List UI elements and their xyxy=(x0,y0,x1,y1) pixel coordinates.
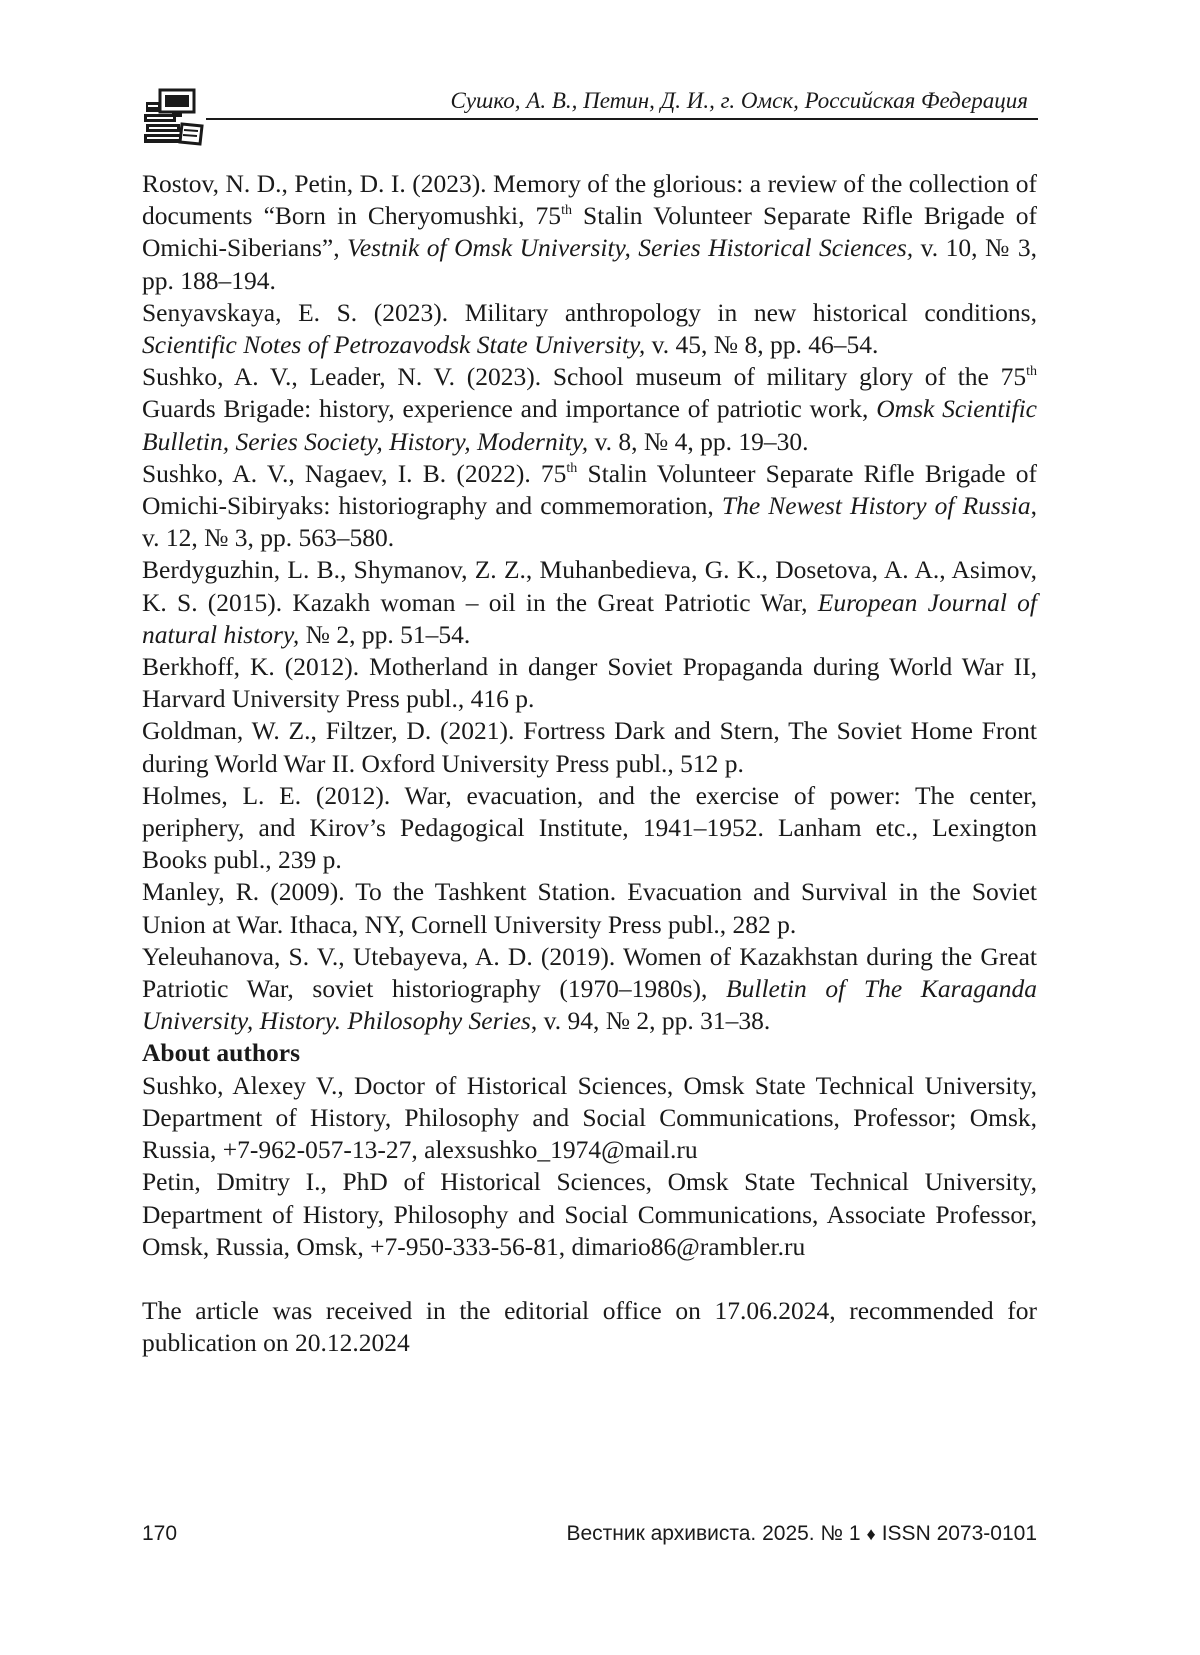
author-info: Petin, Dmitry I., PhD of Historical Sciences, Omsk State Technical University, Department of History, Philosophy and Social Communications, Associate Professor, Omsk, Russia, Omsk, +7-950-333-56-81, dimario86@rambler.ru xyxy=(142,1167,1037,1261)
reference-item: Yeleuhanova, S. V., Utebayeva, A. D. (2019). Women of Kazakhstan during the Great Patriotic War, soviet historiography (1970–1980s), Bulletin of The Karaganda University, History. Philosophy Series, v. 94, № 2, pp. 31–38. xyxy=(142,941,1037,1036)
reference-item: Sushko, A. V., Leader, N. V. (2023). School museum of military glory of the 75th Guards Brigade: history, experience and importance of patriotic work, Omsk Scientific Bulletin, Series Society, History, Modernity, v. 8, № 4, pp. 19–30. xyxy=(142,362,1037,456)
page-footer xyxy=(142,1522,1037,1554)
books-computer-icon xyxy=(144,88,204,148)
journal-name: Вестник архивиста. 2025. № 1 xyxy=(566,1522,861,1545)
references-list xyxy=(142,168,1037,1037)
reference-item: Sushko, A. V., Nagaev, I. B. (2022). 75th Stalin Volunteer Separate Rifle Brigade of Omichi-Sibiryaks: historiography and commemoration, The Newest History of Russia, v. 12, № 3, pp. 563–580. xyxy=(142,458,1037,553)
spacer xyxy=(142,1263,1037,1295)
reference-item: Manley, R. (2009). To the Tashkent Station. Evacuation and Survival in the Soviet Union at War. Ithaca, NY, Cornell University Press publ., 282 p. xyxy=(142,877,1037,939)
about-authors-heading: About authors xyxy=(142,1038,300,1068)
header-divider xyxy=(206,118,1038,120)
reference-item: Berdyguzhin, L. B., Shymanov, Z. Z., Muhanbedieva, G. K., Dosetova, A. A., Asimov, K. S. (2015). Kazakh woman – oil in the Great Patriotic War, European Journal of natural history, № 2, pp. 51–54. xyxy=(142,555,1037,649)
running-title: Сушко, А. В., Петин, Д. И., г. Омск, Российская Федерация xyxy=(450,88,1028,113)
author-info: Sushko, Alexey V., Doctor of Historical Sciences, Omsk State Technical University, Department of History, Philosophy and Social Communications, Professor; Omsk, Russia, +7-962-057-13-27, alexsushko_1974@mail.ru xyxy=(142,1070,1037,1165)
received-note: The article was received in the editorial office on 17.06.2024, recommended for publication on 20.12.2024 xyxy=(142,1295,1037,1358)
reference-item: Rostov, N. D., Petin, D. I. (2023). Memory of the glorious: a review of the collection of documents “Born in Cheryomushki, 75th Stalin Volunteer Separate Rifle Brigade of Omichi-Siberians”, Vestnik of Omsk University, Series Historical Sciences, v. 10, № 3, pp. 188–194. xyxy=(142,169,1037,295)
issn: ISSN 2073-0101 xyxy=(881,1522,1037,1545)
reference-item: Berkhoff, K. (2012). Motherland in danger Soviet Propaganda during World War II, Harvard University Press publ., 416 p. xyxy=(142,652,1037,714)
page-content xyxy=(142,168,1037,1359)
diamond-separator: ♦ xyxy=(866,1524,876,1544)
journal-info xyxy=(566,1522,1037,1546)
page-number: 170 xyxy=(142,1522,178,1545)
reference-item: Holmes, L. E. (2012). War, evacuation, and the exercise of power: The center, periphery, and Kirov’s Pedagogical Institute, 1941–1952. Lanham etc., Lexington Books publ., 239 p. xyxy=(142,780,1037,875)
reference-item: Goldman, W. Z., Filtzer, D. (2021). Fortress Dark and Stern, The Soviet Home Front during World War II. Oxford University Press publ., 512 p. xyxy=(142,716,1037,778)
running-header xyxy=(140,84,1038,148)
reference-item: Senyavskaya, E. S. (2023). Military anthropology in new historical conditions, Scientific Notes of Petrozavodsk State University, v. 45, № 8, pp. 46–54. xyxy=(142,297,1037,360)
